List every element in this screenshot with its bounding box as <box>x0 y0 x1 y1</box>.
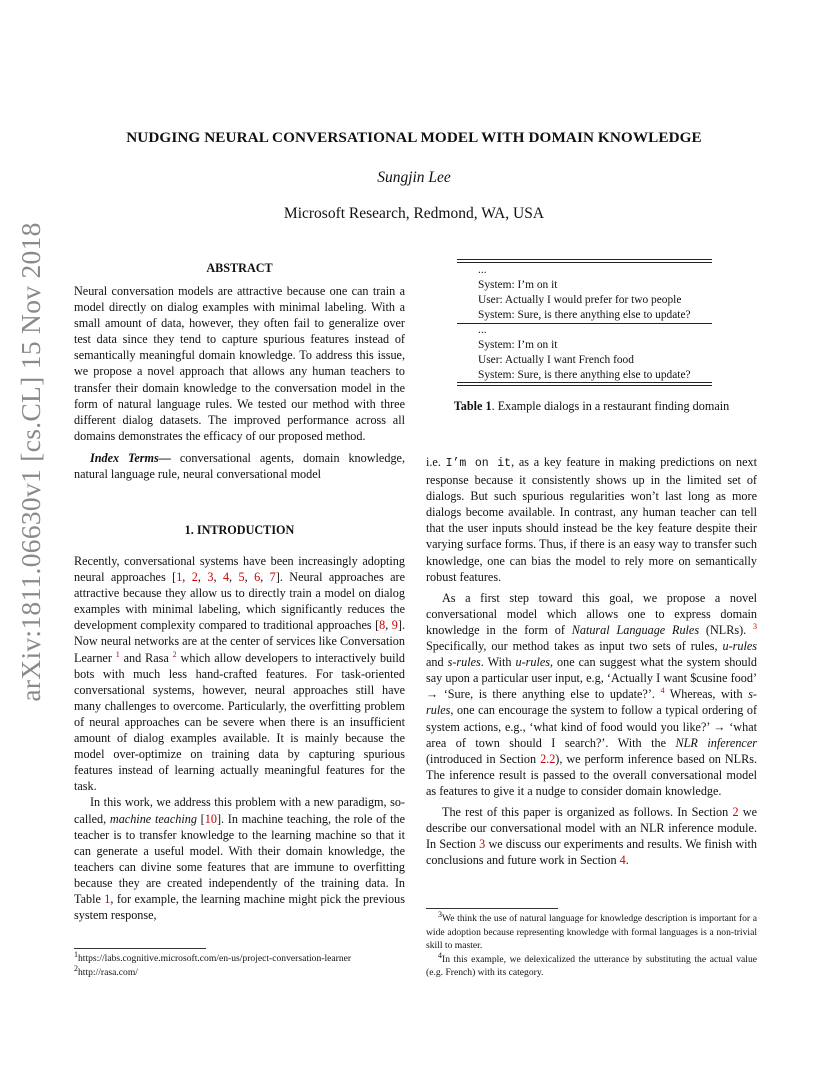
citation-link[interactable]: 9 <box>391 618 398 633</box>
footnote-marker[interactable]: 4 <box>660 686 665 696</box>
footnotes-left <box>74 949 414 979</box>
footnote-rule <box>74 948 206 949</box>
citation-link[interactable]: 8 <box>379 618 386 633</box>
table-bottom-rule <box>457 385 712 386</box>
citation-link[interactable]: 2 <box>191 570 198 585</box>
intro-left-column <box>74 553 405 923</box>
index-terms-label: Index Terms— <box>90 450 171 465</box>
footnote-marker[interactable]: 1 <box>115 649 120 659</box>
affiliation: Microsoft Research, Redmond, WA, USA <box>283 205 545 222</box>
footnote-4: $^4$In this example, we delexicalized the utterance by substituting the actual value (e.g. French) with its category. <box>426 950 757 978</box>
footnote-2: $^2$http://rasa.com/ <box>74 963 138 978</box>
intro-paragraph-1: Recently, conversational systems have been increasingly adopting neural approaches [1, 2, 3, 4, 5, 6, 7]. Neural approaches are attractive because they allow us to directly train a model on dialog examples with minimal labeling, which significantly reduces the development complexity compared to traditional approaches [8, 9]. Now neural networks are at the center of services like Conversation Learner $^1$ and Rasa $^2$ which allow developers to interactively build bots with much less hand-crafted features. For task-oriented conversational systems, however, neural approaches still have many challenges to overcome. Particularly, the overfitting problem of neural approaches can be severe when there is an insufficient amount of dialog examples available. It is mainly because the model over-optimize on training data by capturing spurious features instead of learning actually meaningful features for the task. <box>74 554 406 794</box>
intro-paragraph-2: In this work, we address this problem with a new paradigm, so-called, machine teaching [10]. In machine teaching, the role of the teacher is to transfer knowledge to the learning machine so that it can generate a useful model. With their domain knowledge, the teachers can divine some features that are immune to overfitting because they are created independently of the training data. In Table 1, for example, the learning machine might pick the previous system response, <box>74 795 405 923</box>
intro-right-column <box>426 454 757 868</box>
intro-paragraph-5: The rest of this paper is organized as follows. In Section 2 we describe our conversational model with an NLR inference module. In Section 3 we discuss our experiments and results. We finish with conclusions and future work in Section 4. <box>426 804 757 868</box>
citation-link[interactable]: 1 <box>176 570 183 585</box>
citation-link[interactable]: 6 <box>254 570 261 585</box>
abstract-body <box>74 283 405 482</box>
dialog-example-2: ... System: I’m on it User: Actually I want French food System: Sure, is there anything else to update? <box>478 324 691 381</box>
citation-link[interactable]: 7 <box>269 570 276 585</box>
index-terms <box>74 450 405 482</box>
paper-title: NUDGING NEURAL CONVERSATIONAL MODEL WITH DOMAIN KNOWLEDGE <box>126 129 702 146</box>
index-terms-text: conversational agents, domain knowledge, natural language rule, neural conversational model <box>74 450 405 482</box>
section-reference-link[interactable]: 4 <box>619 853 626 868</box>
citation-link[interactable]: 4 <box>222 570 230 585</box>
section-reference-link[interactable]: 3 <box>479 837 486 852</box>
table-bottom-rule <box>457 382 712 383</box>
citation-link[interactable]: 5 <box>238 570 245 585</box>
intro-paragraph-3: i.e. I’m on it, as a key feature in making predictions on next response because it consistently shows up in the limited set of dialogs. But such spurious regularities won’t last long as more dialogs become available. In contrast, any human teacher can tell that the user inputs should instead be the key feature despite their varying surface forms. Thus, if there is an easy way to transfer such knowledge, one can bias the model to rely more on semantically robust features. <box>426 455 757 584</box>
table-top-rule <box>457 259 712 260</box>
arxiv-id: arXiv:1811.06630v1 [cs.CL] 15 Nov 2018 <box>15 222 46 702</box>
table-caption: Table 1. Example dialogs in a restaurant finding domain <box>453 399 730 413</box>
citation-link[interactable]: 10 <box>204 811 217 826</box>
author-name: Sungjin Lee <box>377 169 451 186</box>
abstract-heading: ABSTRACT <box>206 261 273 275</box>
footnote-marker[interactable]: 2 <box>172 649 177 659</box>
section-heading-introduction: 1. INTRODUCTION <box>184 523 295 537</box>
footnote-rule <box>426 908 558 909</box>
footnote-3: $^3$We think the use of natural language for knowledge description is important for a wide adoption because representing knowledge with formal languages is a non-trivial skill to master. <box>426 909 757 951</box>
footnotes-right <box>426 909 757 980</box>
abstract-text: Neural conversation models are attractive because one can train a model directly on dialog examples with minimal labeling. With a small amount of data, however, they often fail to generalize over test data since they tend to capture spurious features instead of semantically meaningful domain knowledge. To address this issue, we propose a novel approach that allows any human teachers to transfer their domain knowledge to the conversation model in the form of natural language rules. We tested our method with three different dialog datasets. The improved performance across all domains demonstrates the efficacy of our proposed method. <box>74 284 405 443</box>
footnote-1: $^1$https://labs.cognitive.microsoft.com/en-us/project-conversation-learner <box>74 949 352 964</box>
citation-link[interactable]: 3 <box>207 570 214 585</box>
section-reference-link[interactable]: 2.2 <box>540 751 556 766</box>
section-reference-link[interactable]: 2 <box>732 804 739 819</box>
dialog-example-1: ... System: I’m on it User: Actually I would prefer for two people System: Sure, is there anything else to update? <box>478 264 691 321</box>
table-reference-link[interactable]: 1 <box>104 891 111 906</box>
arxiv-sidebar <box>15 222 46 702</box>
footnote-marker[interactable]: 3 <box>753 621 757 631</box>
intro-paragraph-4: As a first step toward this goal, we propose a novel conversational model which allows one to express domain knowledge in the form of Natural Language Rules (NLRs). $^3$ Specifically, our method takes as input two sets of rules, u-rules and s-rules. With u-rules, one can suggest what the system should say upon a particular user input, e.g, ‘Actually I want $cusine food’ → ‘Sure, is there anything else to update?’. $^4$ Whereas, with s-rules, one can encourage the system to follow a typical ordering of system actions, e.g., ‘what kind of food would you like?’ → ‘what area of town should I search?’. With the NLR inferencer (introduced in Section 2.2), we perform inference based on NLRs. The inference result is passed to the overall conversational model as features to give it a nudge to consider domain knowledge. <box>426 590 757 798</box>
